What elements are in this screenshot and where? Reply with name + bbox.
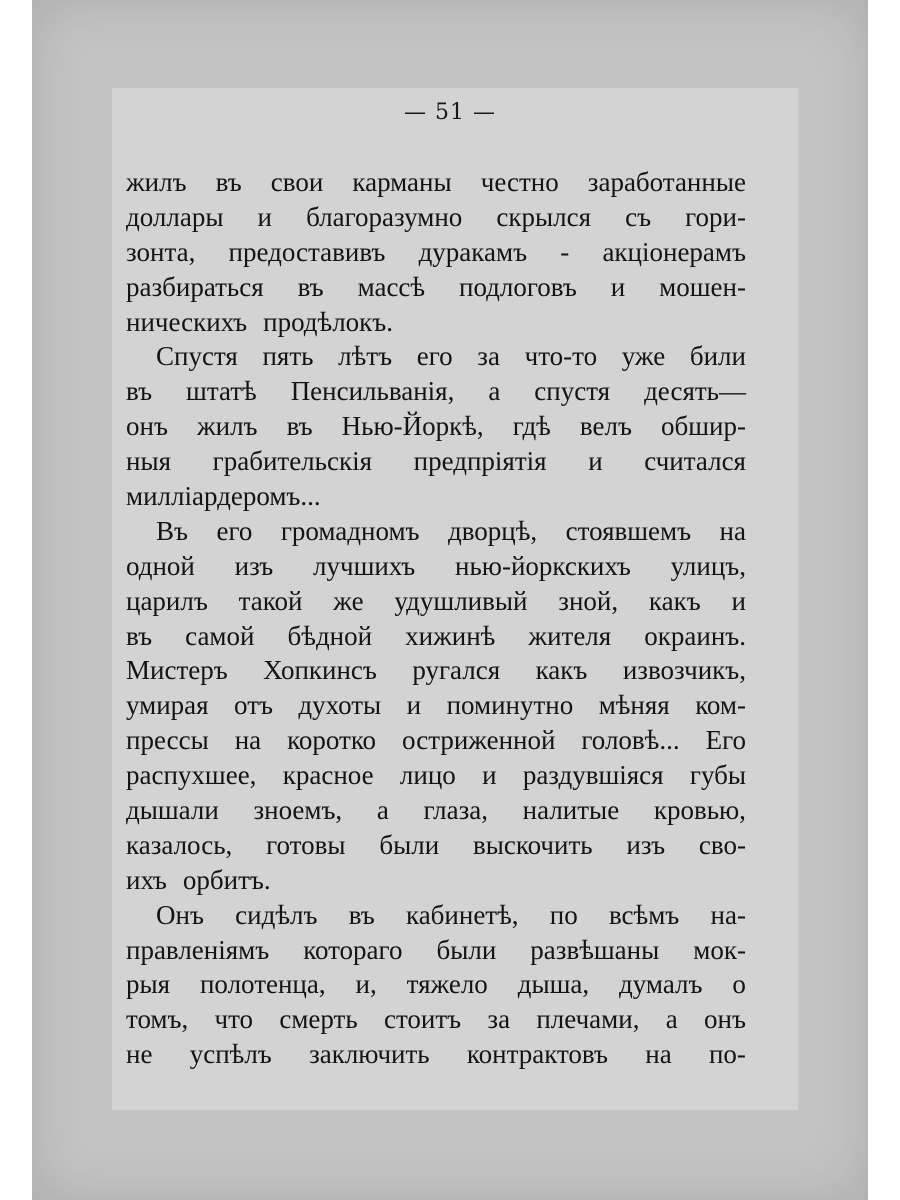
word: тяжело [406,969,488,1000]
word: дышали [126,795,219,826]
word: пять [262,341,314,372]
word: на [234,725,262,756]
word: зонта, [126,236,196,267]
word: и [731,585,746,616]
word: мок- [693,934,746,965]
word: бѣдной [287,620,373,651]
word: по [549,899,578,930]
word: на [719,515,746,546]
word: велъ [579,411,632,442]
word: предоставивъ [228,236,386,267]
word: нью-йоркскихъ [455,550,631,581]
word: развѣшаны [530,934,660,965]
word: и [406,690,422,721]
word: стоитъ [383,1004,462,1035]
word: думалъ [619,969,703,1000]
word: котораго [303,934,403,965]
word: уже [621,341,666,372]
word: ком- [695,690,746,721]
word: а [488,376,501,407]
word: ихъ [126,864,167,895]
word: контрактовъ [466,1039,608,1070]
text-line [126,235,746,270]
word: хижинѣ [405,620,496,651]
word: губы [689,760,746,791]
word: жилъ [126,167,187,197]
word: въ [126,620,153,651]
word: и, [355,969,377,1000]
word: въ [215,167,242,197]
page-number: — 51 — [404,100,496,125]
word: его [216,515,253,546]
word: сидѣлъ [235,899,318,930]
word: карманы [352,167,452,197]
word: распухшее, [126,760,257,791]
word: на [645,1039,672,1070]
word: самой [185,620,255,651]
word: же [333,585,364,616]
word: глаза, [423,795,489,826]
text-line [126,1002,746,1037]
word: лицо [399,760,456,791]
word: окраинъ. [644,620,746,651]
word: и [610,271,626,302]
word: подлоговъ [459,271,577,302]
word: въ [348,899,375,930]
text-line [126,444,746,479]
text-line [126,200,746,235]
word: онъ [126,411,168,442]
word: извозчикъ, [622,655,746,686]
body-text [126,165,746,1072]
word: поминутно [446,690,574,721]
word: были [379,829,440,860]
word: - [560,236,570,267]
word: за [487,1004,511,1035]
word: громадномъ [280,515,420,546]
word: а [376,795,389,826]
word: на- [710,899,746,930]
word: обшир- [660,411,746,442]
word: считался [644,446,746,477]
word: лѣтъ [338,341,393,372]
word: продѣлокъ. [263,306,393,337]
text-line [126,723,746,758]
word: и [482,760,497,791]
text-line [126,1037,746,1072]
text-line [126,270,746,305]
word: головѣ... [581,725,680,756]
word: спустя [534,376,611,407]
word: заработанные [587,167,746,197]
word: полотенца, [199,969,326,1000]
word: Хопкинсъ [263,655,377,686]
word: налитые [522,795,620,826]
word: царилъ [126,585,208,616]
word: такой [238,585,303,616]
word: ническихъ [126,306,248,337]
word: въ [297,271,324,302]
word: и [588,446,603,477]
word: заключить [309,1039,430,1070]
word: ругался [412,655,501,686]
word: прессы [126,725,209,756]
word: доллары [126,201,224,232]
word: онъ [704,1004,746,1035]
word: грабительскія [212,446,372,477]
word: гдѣ [512,411,551,442]
word: выскочить [473,829,593,860]
word: зноемъ, [253,795,343,826]
word: жилъ [196,411,258,442]
word: что [214,1004,254,1035]
word: его [416,341,453,372]
word: какъ [535,655,588,686]
word: массѣ [357,271,426,302]
word: были [436,934,497,965]
word: умирая [126,690,209,721]
text-line [126,758,746,793]
word: ныя [126,446,172,477]
text-line [126,793,746,828]
text-line [126,305,746,340]
word: акціонерамъ [602,236,746,267]
word: лучшихъ [313,550,416,581]
word: рыя [126,969,171,1000]
text-line [126,828,746,863]
word: мѣняя [598,690,670,721]
word: въ [286,411,313,442]
word: не [126,1039,153,1070]
word: Его [705,725,746,756]
word: остриженной [402,725,556,756]
word: что-то [524,341,598,372]
text-line [126,933,746,968]
word: съ [625,201,652,232]
word: успѣлъ [189,1039,272,1070]
word: въ [126,376,153,407]
word: мошен- [659,271,746,302]
word: благоразумно [306,201,463,232]
text-line [126,967,746,1002]
word: штатѣ [186,376,257,407]
word: какъ [648,585,701,616]
word: Онъ [156,899,204,930]
word: били [689,341,746,372]
word: смерть [279,1004,358,1035]
word: Пенсильванія, [290,376,455,407]
word: казалось, [126,829,233,860]
word: стоявшемъ [565,515,692,546]
word: красное [282,760,374,791]
word: правленіямъ [126,934,270,965]
word: гори- [685,201,746,232]
text-line [126,653,746,688]
word: Нью-Йоркѣ, [341,411,484,442]
word: за [477,341,500,372]
word: улицъ, [670,550,746,581]
word: жителя [528,620,612,651]
word: плечами, [536,1004,640,1035]
text-line [126,479,746,514]
word: раздувшіяся [522,760,664,791]
word: отъ [234,690,273,721]
word: свои [270,167,324,197]
word: скрылся [496,201,591,232]
word: Въ [156,515,188,546]
word: духоты [298,690,382,721]
word: готовы [266,829,346,860]
word: дыша, [517,969,590,1000]
word: одной [126,550,195,581]
word: Спустя [156,341,238,372]
word: дворцѣ, [448,515,538,546]
text-line [126,374,746,409]
word: изъ [626,829,666,860]
word: сво- [698,829,746,860]
word: удушливый [394,585,528,616]
word: зной, [558,585,619,616]
text-line [126,688,746,723]
word: о [732,969,746,1000]
text-line [126,549,746,584]
word: кровью, [653,795,746,826]
word: десять— [644,376,746,407]
text-line [126,409,746,444]
word: Мистеръ [126,655,228,686]
word: разбираться [126,271,264,302]
word: по- [708,1039,746,1070]
text-line [126,863,746,898]
text-line [126,165,746,200]
word: изъ [234,550,274,581]
text-line [126,619,746,654]
text-line [126,339,746,374]
word: томъ, [126,1004,189,1035]
word: а [665,1004,678,1035]
word: кабинетѣ, [405,899,519,930]
word: и [257,201,272,232]
text-line [126,898,746,933]
word: орбитъ. [182,864,271,895]
word: предпріятія [413,446,547,477]
text-line [126,514,746,549]
word: коротко [287,725,377,756]
text-line [126,584,746,619]
word: всѣмъ [608,899,680,930]
word: милліардеромъ... [126,481,321,512]
word: дуракамъ [418,236,528,267]
word: честно [480,167,559,197]
